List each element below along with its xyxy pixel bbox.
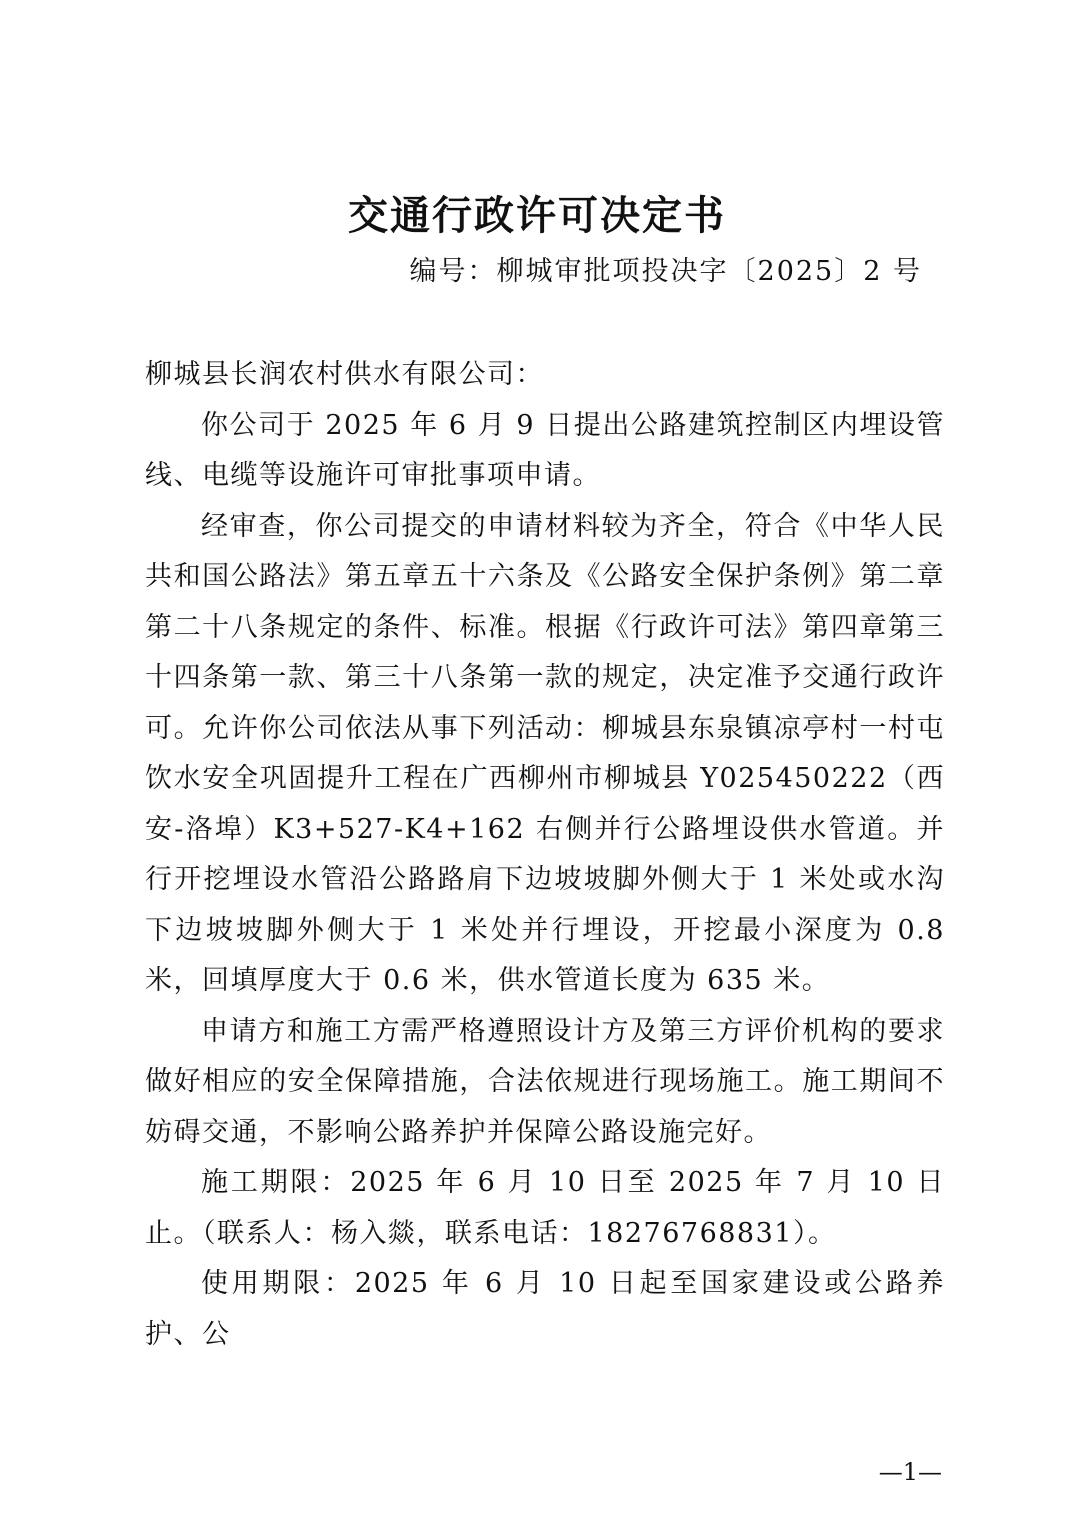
page-number: —1— — [878, 1458, 942, 1486]
paragraph-application: 你公司于 2025 年 6 月 9 日提出公路建筑控制区内埋设管线、电缆等设施许可审批事项申请。 — [145, 409, 945, 491]
document-title: 交通行政许可决定书 — [348, 192, 726, 239]
paragraph-construction-period: 施工期限：2025 年 6 月 10 日至 2025 年 7 月 10 日止。（联系人：杨入燚，联系电话：18276768831）。 — [145, 1167, 945, 1249]
addressee: 柳城县长润农村供水有限公司： — [145, 359, 544, 390]
paragraph-usage-period: 使用期限：2025 年 6 月 10 日起至国家建设或公路养护、公 — [145, 1268, 945, 1350]
paragraph-review-decision: 经审查，你公司提交的申请材料较为齐全，符合《中华人民共和国公路法》第五章五十六条及《公路安全保护条例》第二章第二十八条规定的条件、标准。根据《行政许可法》第四章第三十四条第一款、第三十八条第一款的规定，决定准予交通行政许可。允许你公司依法从事下列活动：柳城县东泉镇凉亭村一村屯饮水安全巩固提升工程在广西柳州市柳城县 Y025450222（西安-洛埠）K3+527-K4+162 右侧并行公路埋设供水管道。并行开挖埋设水管沿公路路肩下边坡坡脚外侧大于 1 米处或水沟下边坡坡脚外侧大于 1 米处并行埋设，开挖最小深度为 0.8 米，回填厚度大于 0.6 米，供水管道长度为 635 米。 — [145, 510, 945, 996]
document-body — [145, 350, 945, 1360]
paragraph-safety-requirements: 申请方和施工方需严格遵照设计方及第三方评价机构的要求做好相应的安全保障措施，合法依规进行现场施工。施工期间不妨碍交通，不影响公路养护并保障公路设施完好。 — [145, 1015, 945, 1148]
document-number: 编号：柳城审批项投决字〔2025〕2 号 — [409, 256, 922, 287]
